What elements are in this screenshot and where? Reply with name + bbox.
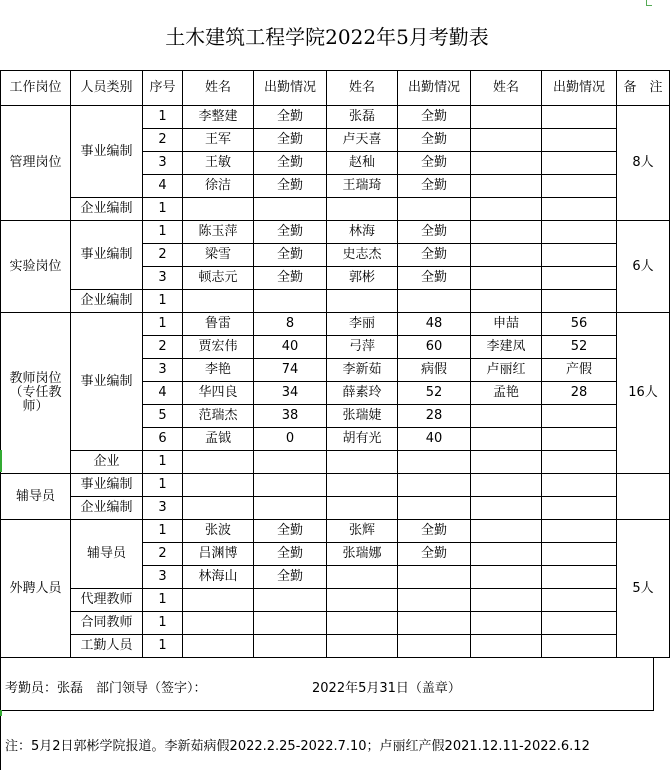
seq-cell: 3 (143, 497, 183, 520)
name-cell: 张瑞娜 (327, 543, 398, 566)
name-cell (327, 474, 398, 497)
status-cell: 全勤 (254, 566, 327, 589)
name-cell: 李艳 (183, 359, 254, 382)
post-counselor: 辅导员 (1, 474, 71, 520)
name-cell (471, 152, 542, 175)
category-lab-staff: 事业编制 (71, 221, 143, 290)
header-category: 人员类别 (71, 71, 143, 106)
table-row (1, 313, 670, 336)
date-stamp-line: 2022年5月31日（盖章） (312, 681, 461, 696)
name-cell (471, 451, 542, 474)
header-status-1: 出勤情况 (254, 71, 327, 106)
status-cell (542, 198, 617, 221)
name-cell: 弓萍 (327, 336, 398, 359)
name-cell (471, 497, 542, 520)
seq-cell: 5 (143, 405, 183, 428)
status-cell: 34 (254, 382, 327, 405)
status-cell: 28 (542, 382, 617, 405)
status-cell: 全勤 (254, 543, 327, 566)
name-cell (471, 589, 542, 612)
name-cell: 薛素玲 (327, 382, 398, 405)
status-cell (542, 520, 617, 543)
remark-lab: 6人 (617, 221, 670, 313)
seq-cell: 3 (143, 267, 183, 290)
name-cell (183, 451, 254, 474)
name-cell: 林海山 (183, 566, 254, 589)
header-name-2: 姓名 (327, 71, 398, 106)
name-cell: 李整建 (183, 106, 254, 129)
name-cell (471, 566, 542, 589)
name-cell: 顿志元 (183, 267, 254, 290)
name-cell: 范瑞杰 (183, 405, 254, 428)
category-teacher-staff: 事业编制 (71, 313, 143, 451)
table-row (1, 635, 670, 658)
seq-cell: 1 (143, 474, 183, 497)
seq-cell: 1 (143, 290, 183, 313)
category-external-service-staff: 工勤人员 (71, 635, 143, 658)
status-cell (254, 198, 327, 221)
name-cell (327, 290, 398, 313)
status-cell: 52 (542, 336, 617, 359)
name-cell (183, 635, 254, 658)
table-row (1, 589, 670, 612)
name-cell (183, 497, 254, 520)
status-cell: 全勤 (398, 244, 471, 267)
name-cell (183, 290, 254, 313)
status-cell: 8 (254, 313, 327, 336)
table-row (1, 221, 670, 244)
status-cell (542, 129, 617, 152)
status-cell: 38 (254, 405, 327, 428)
status-cell (398, 566, 471, 589)
table-row (1, 474, 670, 497)
status-cell (542, 152, 617, 175)
category-external-counselor: 辅导员 (71, 520, 143, 589)
status-cell: 74 (254, 359, 327, 382)
name-cell (471, 290, 542, 313)
name-cell: 王军 (183, 129, 254, 152)
name-cell (183, 474, 254, 497)
status-cell: 52 (398, 382, 471, 405)
name-cell: 吕渊博 (183, 543, 254, 566)
status-cell (542, 267, 617, 290)
name-cell: 张辉 (327, 520, 398, 543)
cell-marker (0, 710, 2, 716)
status-cell: 全勤 (254, 152, 327, 175)
status-cell (542, 497, 617, 520)
name-cell (183, 198, 254, 221)
status-cell (398, 198, 471, 221)
header-name-3: 姓名 (471, 71, 542, 106)
seq-cell: 1 (143, 221, 183, 244)
category-counselor-enterprise: 企业编制 (71, 497, 143, 520)
note-block (0, 711, 654, 770)
remark-teacher: 16人 (617, 313, 670, 474)
status-cell (254, 612, 327, 635)
status-cell: 40 (254, 336, 327, 359)
status-cell: 全勤 (398, 543, 471, 566)
note-text: 注：5月2日郭彬学院报道。李新茹病假2022.2.25-2022.7.10；卢丽红产假2021.12.11-2022.6.12 (5, 739, 590, 754)
name-cell (471, 106, 542, 129)
name-cell: 李丽 (327, 313, 398, 336)
status-cell: 全勤 (254, 129, 327, 152)
name-cell (471, 543, 542, 566)
table-row (1, 520, 670, 543)
name-cell (471, 244, 542, 267)
name-cell: 贾宏伟 (183, 336, 254, 359)
status-cell (398, 589, 471, 612)
seq-cell: 1 (143, 612, 183, 635)
seq-cell: 1 (143, 589, 183, 612)
name-cell (471, 175, 542, 198)
header-remark: 备 注 (617, 71, 670, 106)
status-cell: 全勤 (398, 520, 471, 543)
status-cell: 全勤 (398, 221, 471, 244)
post-management: 管理岗位 (1, 106, 71, 221)
status-cell (398, 451, 471, 474)
signature-block (0, 657, 654, 711)
name-cell (327, 635, 398, 658)
name-cell (471, 267, 542, 290)
seq-cell: 1 (143, 313, 183, 336)
seq-cell: 1 (143, 106, 183, 129)
status-cell (254, 451, 327, 474)
name-cell: 赵秈 (327, 152, 398, 175)
name-cell: 卢丽红 (471, 359, 542, 382)
name-cell (471, 428, 542, 451)
status-cell (254, 589, 327, 612)
name-cell: 孟钺 (183, 428, 254, 451)
status-cell (542, 612, 617, 635)
header-post: 工作岗位 (1, 71, 71, 106)
name-cell (471, 221, 542, 244)
status-cell (254, 474, 327, 497)
name-cell: 张瑞婕 (327, 405, 398, 428)
header-name-1: 姓名 (183, 71, 254, 106)
seq-cell: 2 (143, 129, 183, 152)
header-status-2: 出勤情况 (398, 71, 471, 106)
sheet-title: 土木建筑工程学院2022年5月考勤表 (165, 24, 489, 49)
status-cell (542, 566, 617, 589)
name-cell: 王敏 (183, 152, 254, 175)
name-cell: 卢天喜 (327, 129, 398, 152)
name-cell (327, 566, 398, 589)
attendance-table (0, 70, 670, 658)
post-lab: 实验岗位 (1, 221, 71, 313)
header-row (1, 71, 670, 106)
status-cell (542, 405, 617, 428)
name-cell (183, 612, 254, 635)
status-cell: 全勤 (254, 244, 327, 267)
status-cell: 全勤 (398, 267, 471, 290)
name-cell (327, 612, 398, 635)
status-cell: 全勤 (254, 106, 327, 129)
name-cell: 王瑞琦 (327, 175, 398, 198)
category-counselor-staff: 事业编制 (71, 474, 143, 497)
header-status-3: 出勤情况 (542, 71, 617, 106)
status-cell: 全勤 (398, 175, 471, 198)
name-cell (183, 589, 254, 612)
seq-cell: 4 (143, 175, 183, 198)
table-row (1, 451, 670, 474)
seq-cell: 3 (143, 152, 183, 175)
status-cell: 全勤 (398, 106, 471, 129)
seq-cell: 2 (143, 543, 183, 566)
status-cell (254, 635, 327, 658)
name-cell: 徐洁 (183, 175, 254, 198)
name-cell (471, 405, 542, 428)
remark-management: 8人 (617, 106, 670, 221)
category-management-enterprise: 企业编制 (71, 198, 143, 221)
table-row (1, 612, 670, 635)
table-row (1, 290, 670, 313)
category-lab-enterprise: 企业编制 (71, 290, 143, 313)
name-cell (327, 497, 398, 520)
corner-marker (646, 0, 652, 6)
remark-counselor (617, 474, 670, 520)
status-cell (254, 290, 327, 313)
category-teacher-enterprise: 企业 (71, 451, 143, 474)
table-row (1, 198, 670, 221)
status-cell (398, 290, 471, 313)
status-cell (542, 290, 617, 313)
name-cell (471, 129, 542, 152)
table-row (1, 106, 670, 129)
cell-marker (0, 450, 2, 472)
name-cell (327, 451, 398, 474)
status-cell (542, 175, 617, 198)
seq-cell: 6 (143, 428, 183, 451)
status-cell (542, 244, 617, 267)
status-cell (542, 543, 617, 566)
seq-cell: 1 (143, 520, 183, 543)
category-management-staff: 事业编制 (71, 106, 143, 198)
status-cell: 40 (398, 428, 471, 451)
status-cell: 病假 (398, 359, 471, 382)
status-cell: 全勤 (254, 267, 327, 290)
status-cell (542, 589, 617, 612)
status-cell (542, 474, 617, 497)
status-cell (542, 221, 617, 244)
seq-cell: 4 (143, 382, 183, 405)
name-cell: 张波 (183, 520, 254, 543)
name-cell (471, 520, 542, 543)
status-cell: 60 (398, 336, 471, 359)
seq-cell: 3 (143, 359, 183, 382)
status-cell: 全勤 (398, 152, 471, 175)
status-cell: 全勤 (254, 221, 327, 244)
name-cell: 孟艳 (471, 382, 542, 405)
status-cell (542, 428, 617, 451)
status-cell: 0 (254, 428, 327, 451)
post-teacher: 教师岗位（专任教师） (1, 313, 71, 474)
status-cell (542, 635, 617, 658)
seq-cell: 3 (143, 566, 183, 589)
seq-cell: 2 (143, 336, 183, 359)
status-cell: 产假 (542, 359, 617, 382)
name-cell: 李建凤 (471, 336, 542, 359)
name-cell: 陈玉萍 (183, 221, 254, 244)
status-cell: 全勤 (254, 175, 327, 198)
name-cell: 林海 (327, 221, 398, 244)
seq-cell: 1 (143, 198, 183, 221)
category-external-contract-teacher: 合同教师 (71, 612, 143, 635)
name-cell: 梁雪 (183, 244, 254, 267)
post-external: 外聘人员 (1, 520, 71, 658)
name-cell: 张磊 (327, 106, 398, 129)
status-cell: 56 (542, 313, 617, 336)
header-seq: 序号 (143, 71, 183, 106)
status-cell (542, 451, 617, 474)
seq-cell: 1 (143, 635, 183, 658)
status-cell (398, 474, 471, 497)
name-cell (327, 589, 398, 612)
name-cell: 鲁雷 (183, 313, 254, 336)
status-cell (254, 497, 327, 520)
seq-cell: 2 (143, 244, 183, 267)
status-cell (542, 106, 617, 129)
name-cell (471, 635, 542, 658)
name-cell: 华四良 (183, 382, 254, 405)
name-cell: 史志杰 (327, 244, 398, 267)
name-cell (471, 612, 542, 635)
name-cell: 郭彬 (327, 267, 398, 290)
status-cell: 全勤 (254, 520, 327, 543)
status-cell: 28 (398, 405, 471, 428)
status-cell: 全勤 (398, 129, 471, 152)
status-cell (398, 497, 471, 520)
name-cell (471, 198, 542, 221)
name-cell: 胡有光 (327, 428, 398, 451)
name-cell: 李新茹 (327, 359, 398, 382)
status-cell (398, 612, 471, 635)
name-cell: 申喆 (471, 313, 542, 336)
inspector-line: 考勤员：张磊 部门领导（签字）： (5, 681, 207, 696)
status-cell (398, 635, 471, 658)
name-cell (327, 198, 398, 221)
category-external-agent-teacher: 代理教师 (71, 589, 143, 612)
status-cell: 48 (398, 313, 471, 336)
seq-cell: 1 (143, 451, 183, 474)
remark-external: 5人 (617, 520, 670, 658)
table-row (1, 497, 670, 520)
name-cell (471, 474, 542, 497)
